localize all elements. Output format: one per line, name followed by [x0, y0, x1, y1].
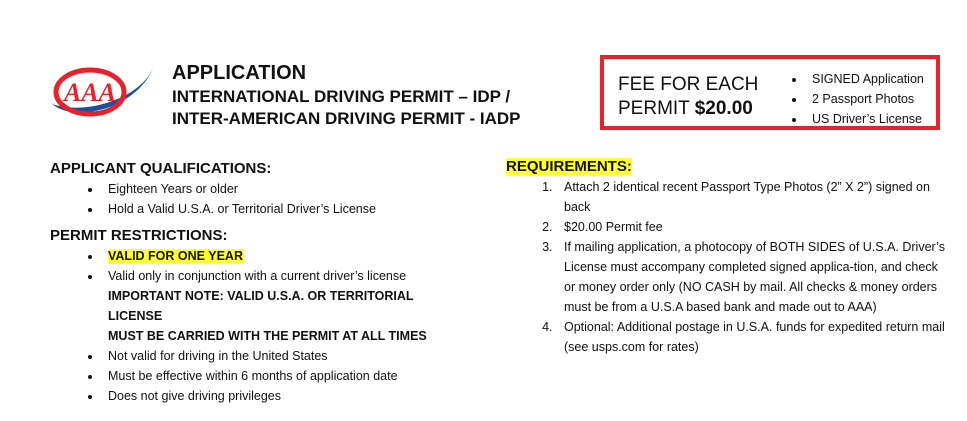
- fee-line-2: [618, 97, 758, 121]
- requirements-title-text: REQUIREMENTS:: [506, 158, 632, 175]
- subtitle-line-2: INTER-AMERICAN DRIVING PERMIT - IADP: [172, 109, 521, 129]
- requirements-list: [506, 177, 946, 357]
- requirements-title: [506, 158, 946, 175]
- list-item: • Does not give driving privileges: [102, 386, 470, 406]
- fee-item: • SIGNED Application: [806, 69, 924, 89]
- list-item: [102, 266, 470, 346]
- aaa-logo: [46, 58, 158, 130]
- list-item: • Not valid for driving in the United States: [102, 346, 470, 366]
- subtitle-line-1: INTERNATIONAL DRIVING PERMIT – IDP /: [172, 87, 511, 106]
- qualifications-list: [50, 179, 470, 219]
- list-item: 2. $20.00 Permit fee: [556, 217, 946, 237]
- page-title: APPLICATION: [172, 62, 307, 84]
- fee-amount: $20.00: [694, 97, 753, 119]
- fee-line-2-prefix: PERMIT: [618, 97, 695, 119]
- important-note-line-1: IMPORTANT NOTE: VALID U.S.A. OR TERRITORIAL LICENSE: [108, 289, 414, 323]
- list-item: • Eighteen Years or older: [102, 179, 470, 199]
- fee-box: [600, 55, 940, 130]
- list-item: [102, 246, 470, 266]
- list-item: 3. If mailing application, a photocopy of BOTH SIDES of U.S.A. Driver’s License must accompany completed signed applica-tion, and check or money order only (NO CASH by mail. All checks & money orders must be from a U.S.A based bank and made out to AAA): [556, 237, 946, 317]
- right-column: [506, 158, 946, 357]
- restrictions-list: [50, 246, 470, 406]
- fee-item: • 2 Passport Photos: [806, 89, 924, 109]
- fee-item: • US Driver’s License: [806, 109, 924, 129]
- list-item: • Must be effective within 6 months of application date: [102, 366, 470, 386]
- document-header: [172, 60, 521, 130]
- list-item: • Hold a Valid U.S.A. or Territorial Driver’s License: [102, 199, 470, 219]
- fee-items-list: [784, 69, 924, 129]
- list-item: 4. Optional: Additional postage in U.S.A. funds for expedited return mail (see usps.com for rates): [556, 317, 946, 357]
- fee-line-1: FEE FOR EACH: [618, 74, 759, 95]
- important-note-line-2: MUST BE CARRIED WITH THE PERMIT AT ALL TIMES: [108, 329, 427, 343]
- highlighted-restriction: VALID FOR ONE YEAR: [108, 249, 243, 263]
- fee-text: [618, 73, 758, 121]
- qualifications-title: APPLICANT QUALIFICATIONS:: [50, 160, 272, 177]
- logo-text: AAA: [63, 78, 117, 107]
- left-column: [50, 160, 470, 414]
- list-item: 1. Attach 2 identical recent Passport Type Photos (2” X 2”) signed on back: [556, 177, 946, 217]
- restriction-text: Valid only in conjunction with a current driver’s license: [108, 269, 407, 283]
- restrictions-title: PERMIT RESTRICTIONS:: [50, 227, 228, 244]
